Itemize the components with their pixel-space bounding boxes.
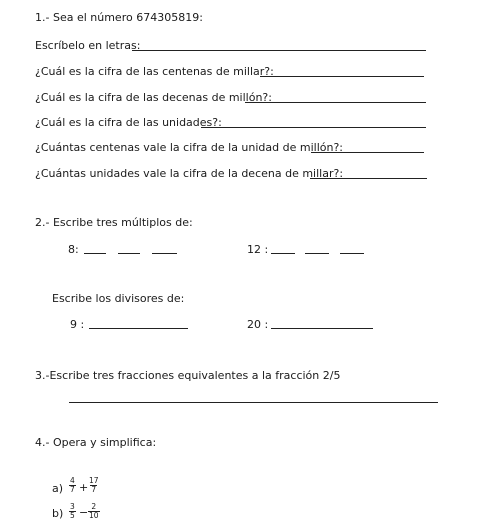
q1-line-3-label: ¿Cuál es la cifra de las decenas de millón?: xyxy=(35,91,272,104)
q4-a-fraction-1-numerator: 4 xyxy=(70,476,75,485)
q4-b-operator: − xyxy=(79,506,89,519)
question-1-title: 1.- Sea el número 674305819: xyxy=(35,11,203,24)
question-4-title: 4.- Opera y simplifica: xyxy=(35,436,157,449)
multiple-of-12-blank-2[interactable] xyxy=(305,253,329,254)
q4-b-fraction-2 xyxy=(88,503,100,520)
q1-line-1-answer-blank[interactable] xyxy=(132,50,426,51)
question-2-title: 2.- Escribe tres múltiplos de: xyxy=(35,216,193,229)
q1-line-5-answer-blank[interactable] xyxy=(311,152,424,153)
q4-a-fraction-2 xyxy=(88,477,100,494)
q1-line-1-label: Escríbelo en letras: xyxy=(35,39,141,52)
q4-a-fraction-1 xyxy=(69,477,76,494)
q1-line-6-label: ¿Cuántas unidades vale la cifra de la decena de millar?: xyxy=(35,167,344,180)
q1-line-4-answer-blank[interactable] xyxy=(201,127,426,128)
multiple-of-12-blank-3[interactable] xyxy=(340,253,364,254)
q4-b-fraction-1 xyxy=(69,503,76,520)
divisors-of-20-blank[interactable] xyxy=(271,328,373,329)
multiple-of-8-blank-1[interactable] xyxy=(84,253,106,254)
divisors-of-9-label: 9 : xyxy=(70,318,85,331)
divisors-of-9-blank[interactable] xyxy=(89,328,188,329)
q1-line-2-answer-blank[interactable] xyxy=(260,76,424,77)
q1-line-6-answer-blank[interactable] xyxy=(310,178,427,179)
multiple-of-12-blank-1[interactable] xyxy=(271,253,295,254)
q4-a-label: a) xyxy=(52,482,64,495)
q4-b-label: b) xyxy=(52,507,64,520)
q4-a-fraction-2-denominator: 7 xyxy=(91,485,97,494)
q4-b-fraction-1-denominator: 5 xyxy=(70,511,75,520)
q4-b-fraction-2-denominator: 10 xyxy=(89,511,99,520)
q1-line-4-label: ¿Cuál es la cifra de las unidades?: xyxy=(35,116,222,129)
multiple-of-12-label: 12 : xyxy=(247,243,269,256)
multiple-of-8-label: 8: xyxy=(68,243,79,256)
q4-b-fraction-2-numerator: 2 xyxy=(91,502,97,511)
q1-line-5-label: ¿Cuántas centenas vale la cifra de la unidad de millón?: xyxy=(35,141,344,154)
q4-a-fraction-2-numerator: 17 xyxy=(89,476,99,485)
q1-line-2-label: ¿Cuál es la cifra de las centenas de millar?: xyxy=(35,65,274,78)
divisors-of-20-label: 20 : xyxy=(247,318,269,331)
multiple-of-8-blank-3[interactable] xyxy=(152,253,177,254)
q1-line-3-answer-blank[interactable] xyxy=(245,102,426,103)
q3-answer-blank[interactable] xyxy=(69,402,438,403)
divisors-title: Escribe los divisores de: xyxy=(52,292,185,305)
q4-a-fraction-1-denominator: 7 xyxy=(70,485,75,494)
question-3-title: 3.-Escribe tres fracciones equivalentes a la fracción 2/5 xyxy=(35,369,341,382)
q4-b-fraction-1-numerator: 3 xyxy=(70,502,75,511)
multiple-of-8-blank-2[interactable] xyxy=(118,253,140,254)
q4-a-operator: + xyxy=(79,481,89,494)
